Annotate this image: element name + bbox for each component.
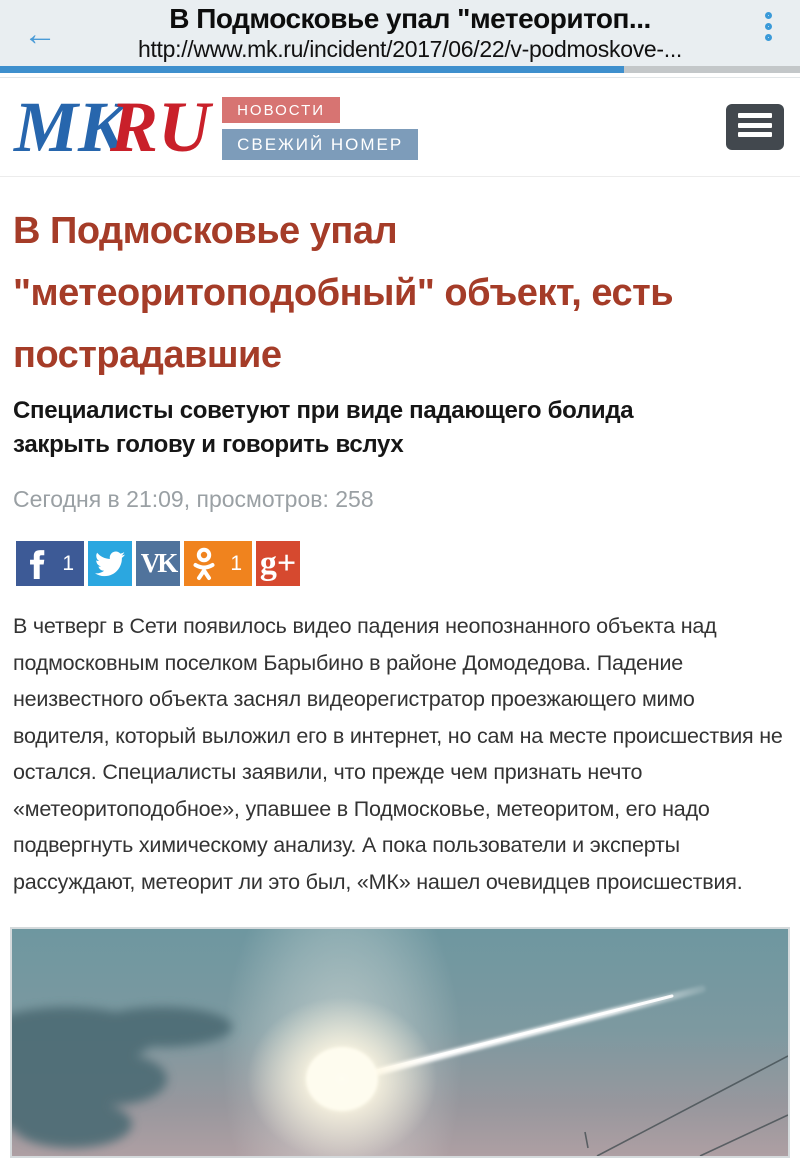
article-body-text: В четверг в Сети появилось видео падения неопознанного объекта над подмосковным поселком Барыбино в районе Домодедова. Падение неизвестного объекта заснял видеорегистратор проезжающего мимо водителя, который выложил его в интернет, но сам на месте происшествия не остался. Специалисты заявили, что прежде чем признать нечто «метеоритоподобное», упавшее в Подмосковье, метеоритом, его надо подвергнуть химическому анализу. А пока пользователи и эксперты рассуждают, метеорит ли это был, «МК» нашел очевидцев происшествия. [13, 614, 783, 894]
facebook-share-count: 1 [62, 551, 74, 575]
arrow-left-icon: ← [23, 15, 57, 53]
share-twitter-button[interactable] [88, 541, 132, 586]
article-meta: Сегодня в 21:09, просмотров: 258 [13, 486, 374, 512]
twitter-bird-icon [95, 551, 125, 577]
article [0, 200, 800, 900]
browser-page-title: В Подмосковье упал "метеоритоп... [169, 3, 651, 34]
dot-icon [765, 34, 772, 41]
page-load-progress-fill [0, 66, 624, 73]
hamburger-icon [738, 132, 772, 137]
share-vk-button[interactable] [136, 541, 180, 586]
odnoklassniki-person-icon [192, 547, 216, 581]
article-subtitle: Специалисты советуют при виде падающего болида закрыть голову и говорить вслух [13, 397, 634, 458]
dot-icon [765, 12, 772, 19]
logo-mk-text: MK [14, 87, 127, 167]
mkru-logo[interactable] [14, 81, 210, 173]
hamburger-icon [738, 123, 772, 128]
browser-title-block [70, 0, 750, 63]
header-nav [222, 97, 418, 160]
nav-button-news[interactable]: НОВОСТИ [222, 97, 340, 123]
browser-chrome [0, 0, 800, 73]
nav-button-fresh-issue[interactable]: СВЕЖИЙ НОМЕР [222, 129, 418, 160]
meteor-photo-graphic [12, 929, 788, 1156]
page-load-progress-track [0, 66, 800, 73]
back-button[interactable] [18, 14, 62, 54]
google-plus-icon: g+ [259, 545, 297, 582]
article-title: В Подмосковье упал "метеоритоподобный" объект, есть пострадавшие [13, 210, 674, 376]
hamburger-icon [738, 113, 772, 118]
share-facebook-button[interactable] [16, 541, 84, 586]
browser-menu-button[interactable] [758, 12, 778, 45]
browser-url[interactable]: http://www.mk.ru/incident/2017/06/22/v-podmoskove-... [137, 36, 683, 62]
site-header [0, 78, 800, 177]
hamburger-menu-button[interactable] [726, 104, 784, 150]
odnoklassniki-share-count: 1 [230, 551, 242, 575]
share-googleplus-button[interactable] [256, 541, 300, 586]
logo-ru-text: RU [110, 87, 211, 167]
vk-icon: VK [140, 548, 176, 578]
article-image [10, 927, 790, 1158]
share-odnoklassniki-button[interactable] [184, 541, 252, 586]
share-buttons-row [16, 541, 787, 586]
dot-icon [765, 23, 772, 30]
facebook-icon [24, 549, 50, 579]
